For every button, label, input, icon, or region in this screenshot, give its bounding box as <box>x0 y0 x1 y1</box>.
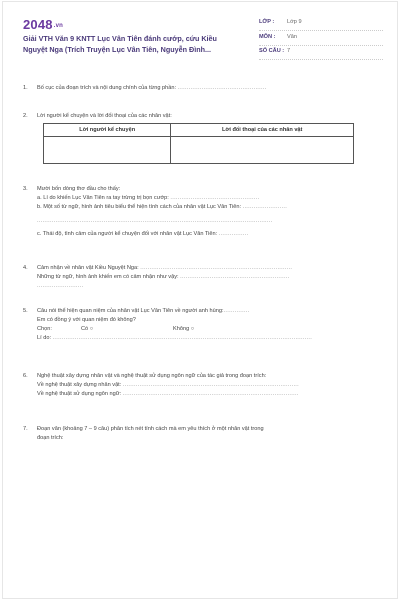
question-number: 4. <box>23 265 28 271</box>
question-number: 1. <box>23 85 28 91</box>
table-header-dialogue: Lời đối thoại của các nhân vật <box>171 124 354 137</box>
option-yes-radio[interactable]: Có ○ <box>81 326 94 332</box>
question-number: 2. <box>23 113 28 119</box>
subquestion-c: c. Thái độ, tình cảm của người kể chuyện đối với nhân vật Lục Vân Tiên: <box>37 231 219 237</box>
question-text: Nghệ thuật xây dựng nhân vật và nghệ thuật sử dụng ngôn ngữ của tác giả trong đoạn trích: <box>37 373 267 379</box>
answer-blank[interactable]: .................................................................................. <box>140 265 293 271</box>
question-number: 5. <box>23 308 28 314</box>
answer-blank[interactable]: ............................................................................................... <box>122 382 299 388</box>
answer-blank[interactable]: ............................................................................................................................... <box>37 218 273 224</box>
choose-label: Chọn: <box>37 326 52 332</box>
answer-blank[interactable]: ......................... <box>37 283 84 289</box>
reason-label: Lí do: <box>37 335 53 341</box>
site-logo[interactable] <box>23 17 63 32</box>
table-header-narration: Lời người kể chuyện <box>44 124 171 137</box>
option-no-radio[interactable]: Không ○ <box>173 326 195 332</box>
meta-subject-value: Văn <box>287 34 297 40</box>
question-text: Lời người kể chuyện và lời đối thoại của các nhân vật: <box>37 113 172 119</box>
answer-blank[interactable]: ............................................................................................................................................ <box>52 335 313 341</box>
question-number: 3. <box>23 186 28 192</box>
subquestion-b: b. Một số từ ngữ, hình ảnh tiêu biểu thể hiện tính cách của nhân vật Lục Vân Tiên: <box>37 204 243 210</box>
meta-class-label: LỚP : <box>259 19 275 25</box>
question-number: 7. <box>23 426 28 432</box>
answer-blank[interactable]: ................................................ <box>170 195 260 201</box>
worksheet-page <box>2 1 398 599</box>
table-cell-narration[interactable] <box>44 137 171 164</box>
table-cell-dialogue[interactable] <box>171 137 354 164</box>
question-text: Đoạn văn (khoảng 7 – 9 câu) phân tích nét tính cách mà em yêu thích ở một nhân vật trong <box>37 426 264 432</box>
narration-dialogue-table <box>43 123 354 164</box>
logo-suffix-text: .vn <box>53 22 64 29</box>
answer-blank[interactable]: ........................ <box>242 204 288 210</box>
answer-blank[interactable]: ............................................................................................... <box>122 391 299 397</box>
answer-blank[interactable]: .............. <box>223 308 250 314</box>
answer-blank[interactable]: ................ <box>218 231 249 237</box>
logo-main-text: 2048 <box>23 17 53 32</box>
question-text: Cảm nhận về nhân vật Kiều Nguyệt Nga: <box>37 265 141 271</box>
answer-blank[interactable]: ................................................ <box>177 85 267 91</box>
question-text: Về nghệ thuật xây dựng nhân vật: <box>37 382 123 388</box>
question-text: Câu nói thể hiện quan niệm của nhân vật Lục Vân Tiên về người anh hùng: <box>37 308 224 314</box>
question-text: Bố cục của đoạn trích và nội dung chính của từng phần: <box>37 85 178 91</box>
question-text: Về nghệ thuật sử dụng ngôn ngữ: <box>37 391 123 397</box>
question-text: Em có đồng ý với quan niệm đó không? <box>37 317 136 323</box>
meta-count-value: 7 <box>287 48 291 54</box>
meta-class-value: Lớp 9 <box>287 19 302 25</box>
question-text: Mười bốn dòng thơ đầu cho thấy: <box>37 186 121 192</box>
subquestion-a: a. Lí do khiến Lục Vân Tiên ra tay trừng trị bọn cướp: <box>37 195 171 201</box>
meta-count-label: SỐ CÂU : <box>259 48 285 54</box>
meta-subject-row <box>259 31 383 46</box>
worksheet-header <box>3 2 397 70</box>
meta-count-row <box>259 45 383 60</box>
question-text: đoạn trích: <box>37 435 64 441</box>
meta-class-row <box>259 16 383 31</box>
document-title: Giải VTH Văn 9 KNTT Lục Vân Tiên đánh cướp, cứu Kiều Nguyệt Nga (Trích Truyện Lục Vân Tiên, Nguyễn Đình... <box>23 34 217 54</box>
question-text: Những từ ngữ, hình ảnh khiến em có cảm nhận như vậy: <box>37 274 181 280</box>
meta-subject-label: MÔN : <box>259 34 276 40</box>
question-number: 6. <box>23 373 28 379</box>
answer-blank[interactable]: ........................................................... <box>180 274 290 280</box>
